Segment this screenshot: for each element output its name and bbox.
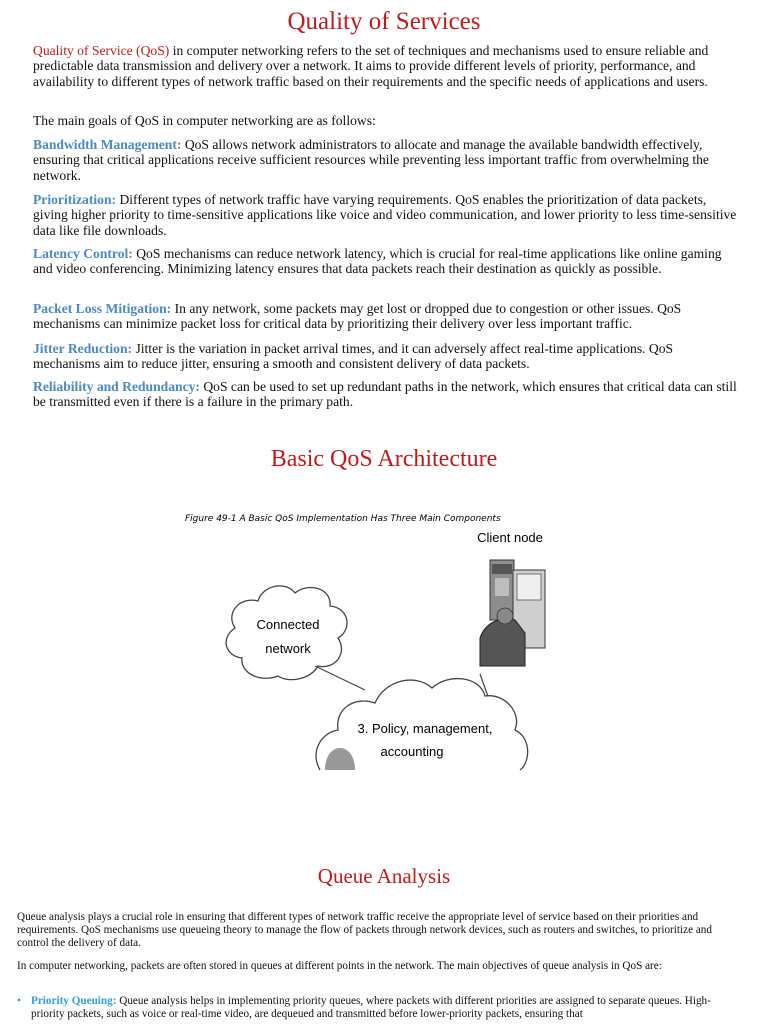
client-node-label: Client node xyxy=(477,530,543,545)
connected-network-cloud xyxy=(226,586,347,680)
section-title-quality-of-services: Quality of Services xyxy=(287,8,481,35)
cloud-label-accounting: accounting xyxy=(380,744,444,759)
queue-analysis-para1: Queue analysis plays a crucial role in ensuring that different types of network traffic receive the appropriate level of service based on their priorities and requirements. QoS mechanisms use queueing theory to manage the flow of packets through network devices, such as routers and switches, to prioritize and control the delivery of data. xyxy=(17,911,712,949)
cloud-label-policy: 3. Policy, management, xyxy=(357,721,493,736)
goal-text: QoS can be used to set up redundant paths in the network, which ensures that critical data can still be transmitted even if there is a failure in the primary path. xyxy=(33,379,737,410)
bullet-text: Queue analysis helps in implementing priority queues, where packets with different priorities are assigned to separate queues. High-priority packets, such as voice or real-time video, are dequeued and transmitted before lower-priority packets, ensuring that xyxy=(31,995,711,1020)
goal-packet-loss-mitigation xyxy=(33,301,743,332)
goal-reliability-redundancy xyxy=(33,379,743,410)
goal-term: Packet Loss Mitigation: xyxy=(33,301,172,316)
goal-text: QoS allows network administrators to allocate and manage the available bandwidth effectively, ensuring that critical applications receive sufficient resources while preventing less important traffic from overwhelming the network. xyxy=(33,137,709,183)
figure-caption: Figure 49-1 A Basic QoS Implementation Has Three Main Components xyxy=(185,514,501,524)
goal-term: Jitter Reduction: xyxy=(33,341,133,356)
section-title-queue-analysis: Queue Analysis xyxy=(317,864,451,888)
goal-text: In any network, some packets may get lost or dropped due to congestion or other issues. QoS mechanisms can minimize packet loss for critical data by prioritizing their delivery over less important traffic. xyxy=(33,301,682,332)
goal-text: Jitter is the variation in packet arrival times, and it can adversely affect real-time applications. QoS mechanisms aim to reduce jitter, ensuring a smooth and consistent delivery of data packets. xyxy=(33,341,674,372)
goals-intro: The main goals of QoS in computer networking are as follows: xyxy=(33,113,376,128)
cloud-label-network: network xyxy=(265,641,311,656)
goal-term: Prioritization: xyxy=(33,192,117,207)
intro-text: in computer networking refers to the set of techniques and mechanisms used to ensure reliable and predictable data transmission and delivery over a network. It aims to provide different levels of priority, performance, and availability to different types of network traffic based on their requirements and the specific needs of applications and users. xyxy=(33,43,709,89)
bullet-term: Priority Queuing: xyxy=(31,995,117,1007)
cloud-label-connected: Connected xyxy=(256,617,320,632)
goal-jitter-reduction xyxy=(33,341,743,372)
qos-architecture-figure xyxy=(180,508,600,773)
goal-prioritization xyxy=(33,192,743,238)
goal-bandwidth-management xyxy=(33,137,743,183)
goal-term: Reliability and Redundancy: xyxy=(33,379,200,394)
intro-term: Quality of Service (QoS) xyxy=(33,43,170,58)
client-computer-icon xyxy=(480,560,545,666)
intro-paragraph xyxy=(33,43,743,89)
goal-term: Latency Control: xyxy=(33,246,133,261)
bullet-marker: • xyxy=(17,995,21,1007)
goal-term: Bandwidth Management: xyxy=(33,137,182,152)
goal-latency-control xyxy=(33,246,743,277)
bullet-priority-queuing xyxy=(17,995,737,1021)
goal-text: Different types of network traffic have varying requirements. QoS enables the prioritization of data packets, giving higher priority to time-sensitive applications like voice and video communication, and lower priority to less time-sensitive data like file downloads. xyxy=(33,192,737,238)
section-title-basic-qos-architecture: Basic QoS Architecture xyxy=(270,446,498,472)
queue-analysis-para2: In computer networking, packets are often stored in queues at different points in the network. The main objectives of queue analysis in QoS are: xyxy=(17,960,662,972)
link-line xyxy=(315,666,365,690)
goal-text: QoS mechanisms can reduce network latency, which is crucial for real-time applications like online gaming and video conferencing. Minimizing latency ensures that data packets reach their destination as quickly as possible. xyxy=(33,246,722,277)
